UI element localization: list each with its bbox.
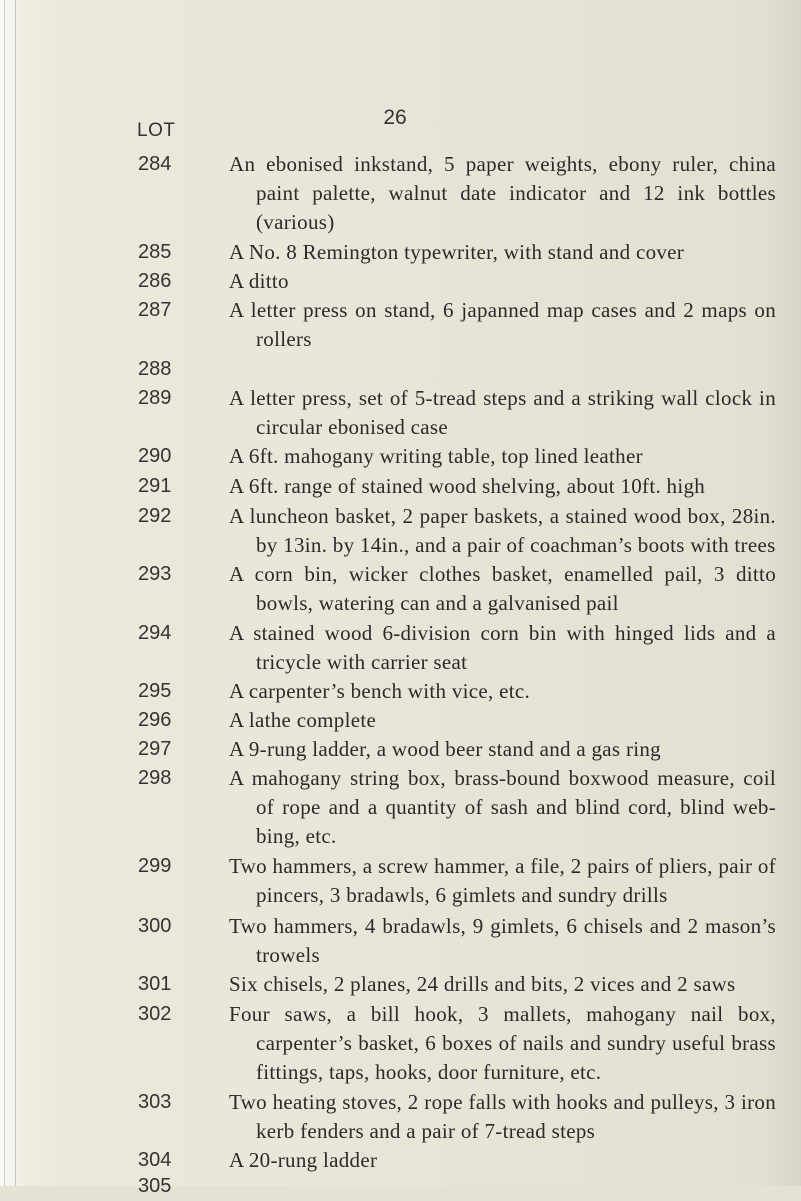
lot-number: 298 (138, 767, 172, 789)
page-fold-line (15, 0, 16, 1186)
lot-description: A letter press on stand, 6 japanned map cases and 2 maps on rollers (229, 298, 776, 351)
lot-description: A luncheon basket, 2 paper baskets, a stained wood box, 28in. by 13in. by 14in., and a pair of coachman’s boots with trees (229, 504, 776, 557)
page-fold-line (4, 0, 5, 1186)
lot-number: 302 (138, 1003, 172, 1025)
lot-description: A No. 8 Remington typewriter, with stand and cover (229, 240, 685, 264)
lot-number: 290 (138, 445, 172, 467)
lot-description: Two hammers, a screw hammer, a file, 2 pairs of pliers, pair of pincers, 3 bradawls, 6 gimlets and sundry drills (229, 854, 776, 907)
lot-number: 294 (138, 622, 172, 644)
lot-number: 292 (138, 505, 172, 527)
lot-description: A 9-rung ladder, a wood beer stand and a gas ring (229, 737, 661, 761)
lot-number: 287 (138, 299, 172, 321)
lot-description: A letter press, set of 5-tread steps and a striking wall clock in circular ebonised case (229, 386, 776, 439)
lot-number: 293 (138, 563, 172, 585)
lot-description: Six chisels, 2 planes, 24 drills and bits, 2 vices and 2 saws (229, 972, 736, 996)
lot-description: A 6ft. range of stained wood shelving, about 10ft. high (229, 474, 706, 498)
lot-number: 296 (138, 709, 172, 731)
lot-description: An ebonised inkstand, 5 paper weights, ebony ruler, china paint palette, walnut date indicator and 12 ink bottles (various) (229, 152, 776, 234)
lot-description: Four saws, a bill hook, 3 mallets, mahogany nail box, carpenter’s basket, 6 boxes of nails and sundry useful brass fittings, taps, hooks, door furniture, etc. (229, 1002, 776, 1084)
lot-number: 288 (138, 358, 172, 380)
lot-description: A mahogany string box, brass-bound boxwood measure, coil of rope and a quantity of sash and blind cord, blind web-bing, etc. (229, 766, 776, 848)
lot-description: Two hammers, 4 bradawls, 9 gimlets, 6 chisels and 2 mason’s trowels (229, 914, 776, 967)
lot-description: A 6ft. mahogany writing table, top lined leather (229, 444, 643, 468)
lot-number: 303 (138, 1091, 172, 1113)
lot-number: 291 (138, 475, 172, 497)
lot-number: 300 (138, 915, 172, 937)
lot-description: A carpenter’s bench with vice, etc. (229, 679, 531, 703)
lot-number: 286 (138, 270, 172, 292)
lot-number: 284 (138, 153, 172, 175)
lot-description: A corn bin, wicker clothes basket, enamelled pail, 3 ditto bowls, watering can and a galvanised pail (229, 562, 776, 615)
lot-number: 285 (138, 241, 172, 263)
lot-description: A ditto (229, 269, 289, 293)
lot-description: Two heating stoves, 2 rope falls with hooks and pulleys, 3 iron kerb fenders and a pair of 7-tread steps (229, 1090, 776, 1143)
lot-number: 299 (138, 855, 172, 877)
lot-description: A 20-rung ladder (229, 1148, 378, 1172)
lot-description: A stained wood 6-division corn bin with hinged lids and a tricycle with carrier seat (229, 621, 776, 674)
lot-number: 289 (138, 387, 172, 409)
lot-number: 304 (138, 1149, 172, 1171)
lot-number: 295 (138, 680, 172, 702)
lot-description: A lathe complete (229, 708, 377, 732)
lot-column-header: LOT (137, 120, 176, 141)
lot-number: 305 (138, 1175, 172, 1197)
lot-number: 297 (138, 738, 172, 760)
page-number: 26 (383, 106, 407, 129)
lot-number: 301 (138, 973, 172, 995)
